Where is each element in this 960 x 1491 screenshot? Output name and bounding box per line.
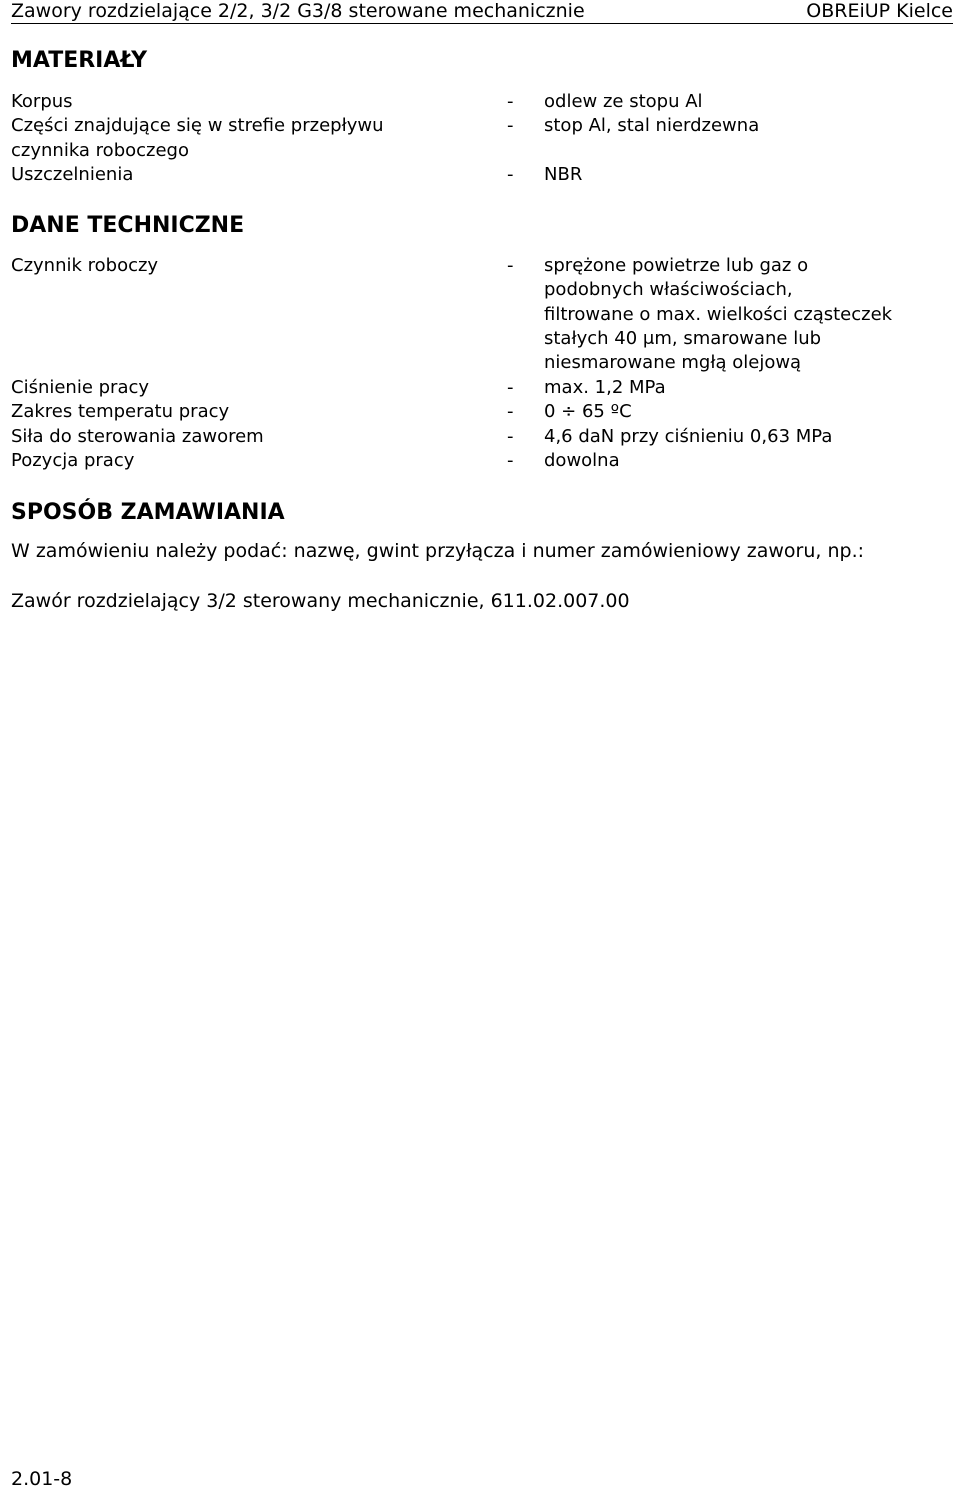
organization-name: OBREiUP Kielce xyxy=(806,0,953,22)
spec-value-line: niesmarowane mgłą olejową xyxy=(544,352,802,374)
spec-value-line: podobnych właściwościach, xyxy=(544,279,793,301)
spec-value-line: stałych 40 μm, smarowane lub xyxy=(544,327,822,349)
spec-value-line: filtrowane o max. wielkości cząsteczek xyxy=(544,303,893,325)
spec-label: Czynnik roboczy xyxy=(11,255,159,276)
spec-value: 4,6 daN przy ciśnieniu 0,63 MPa xyxy=(544,426,833,447)
spec-dash: - xyxy=(507,164,514,185)
spec-label: Siła do sterowania zaworem xyxy=(11,426,264,447)
spec-dash: - xyxy=(507,115,514,136)
ordering-heading: SPOSÓB ZAMAWIANIA xyxy=(11,500,285,525)
spec-label: Ciśnienie pracy xyxy=(11,377,150,398)
page-header xyxy=(11,0,953,24)
spec-value: NBR xyxy=(544,164,583,185)
spec-label: Korpus xyxy=(11,91,73,112)
spec-dash: - xyxy=(507,255,514,276)
document-title: Zawory rozdzielające 2/2, 3/2 G3/8 sterowane mechanicznie xyxy=(11,0,585,22)
spec-label: Zakres temperatu pracy xyxy=(11,401,230,422)
ordering-instruction: W zamówieniu należy podać: nazwę, gwint przyłącza i numer zamówieniowy zaworu, np.: xyxy=(11,540,865,562)
spec-label: Części znajdujące się w strefie przepływu xyxy=(11,115,384,136)
spec-value: max. 1,2 MPa xyxy=(544,377,666,398)
spec-value: 0 ÷ 65 ºC xyxy=(544,401,632,422)
page-number: 2.01-8 xyxy=(11,1468,73,1490)
spec-label: Uszczelnienia xyxy=(11,164,134,185)
spec-dash: - xyxy=(507,91,514,112)
spec-value xyxy=(544,254,944,375)
spec-value: dowolna xyxy=(544,450,620,471)
materials-heading: MATERIAŁY xyxy=(11,48,148,73)
spec-label: czynnika roboczego xyxy=(11,140,189,161)
spec-dash: - xyxy=(507,377,514,398)
technical-heading: DANE TECHNICZNE xyxy=(11,213,245,238)
spec-dash: - xyxy=(507,450,514,471)
spec-value: odlew ze stopu Al xyxy=(544,91,703,112)
spec-dash: - xyxy=(507,401,514,422)
ordering-example: Zawór rozdzielający 3/2 sterowany mechanicznie, 611.02.007.00 xyxy=(11,590,630,612)
spec-label: Pozycja pracy xyxy=(11,450,135,471)
spec-value-line: sprężone powietrze lub gaz o xyxy=(544,255,809,276)
spec-dash: - xyxy=(507,426,514,447)
spec-value: stop Al, stal nierdzewna xyxy=(544,115,760,136)
